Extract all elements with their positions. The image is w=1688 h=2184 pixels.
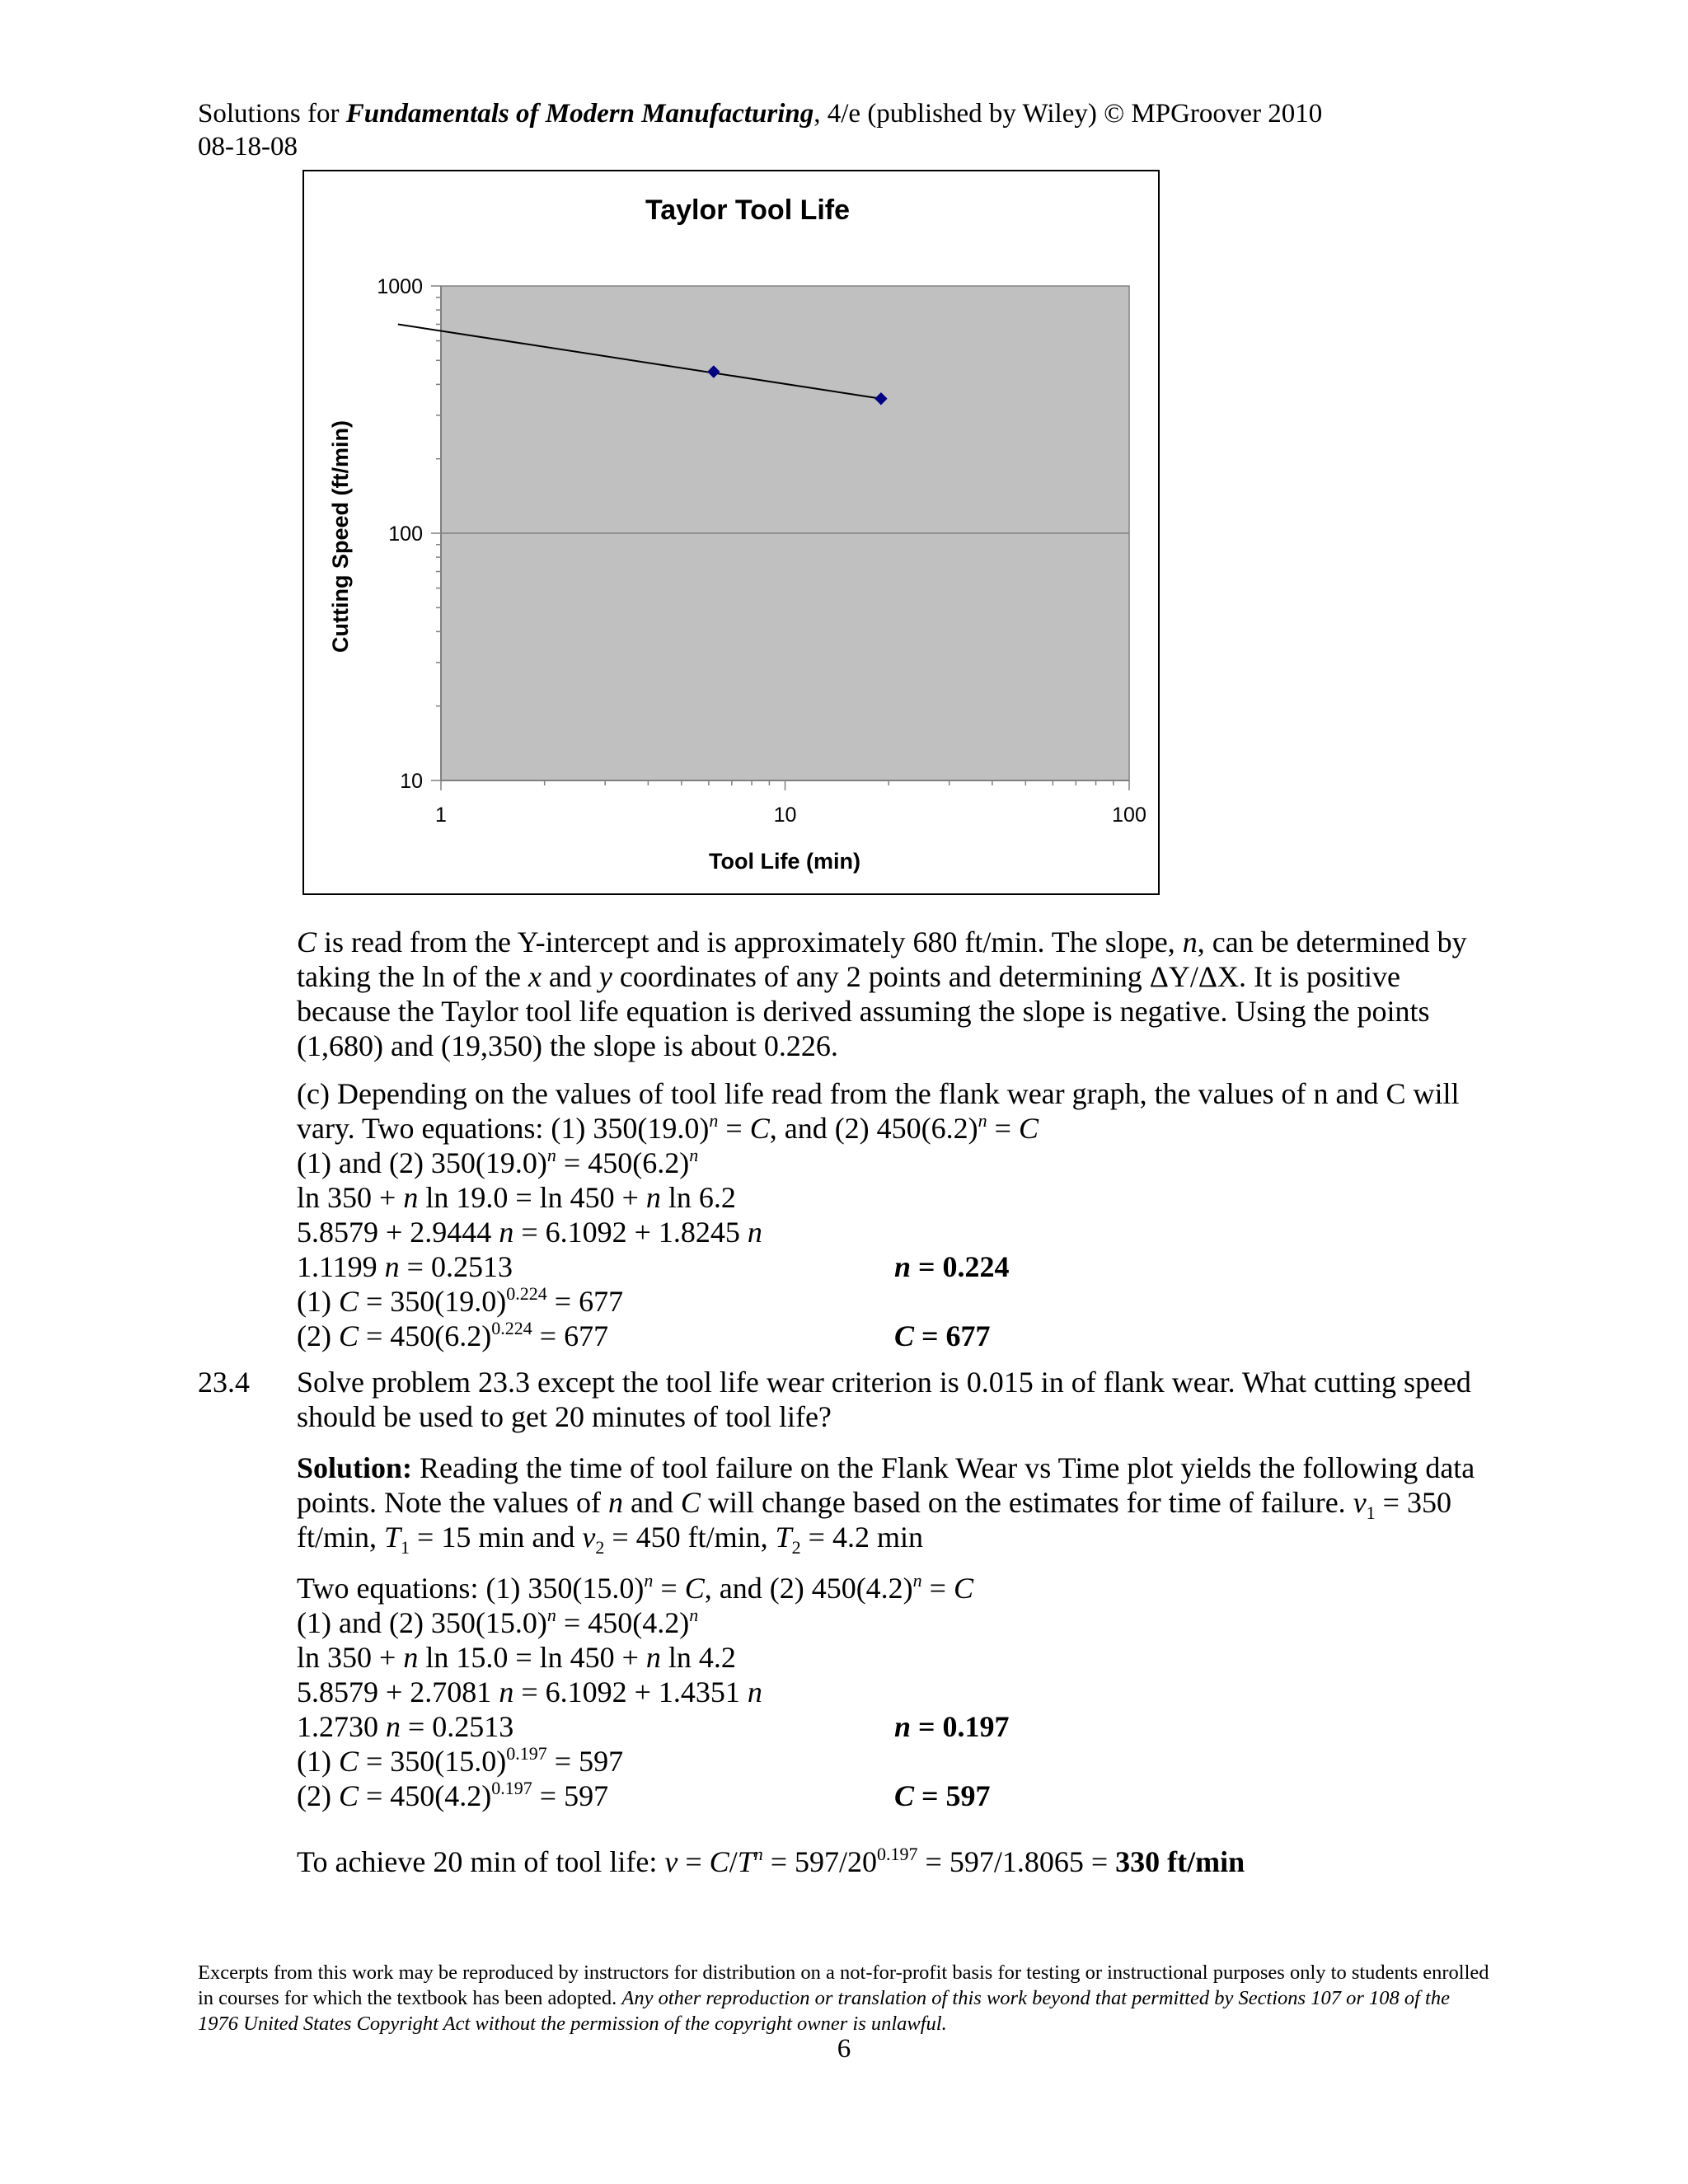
eq-text: Two equations: (1) 350(15.0) [297,1572,645,1605]
eq-text: (2) [297,1319,339,1352]
x-axis-label: Tool Life (min) [709,849,860,874]
eq-text: = 450(6.2) [359,1319,492,1352]
x-tick-label: 100 [1112,804,1146,827]
part-c-eq-3 [297,1215,762,1249]
intro-text-4: coordinates of any 2 points and determining ΔY/ΔX. It is positive because the Taylor tool life equation is derived assuming the slope is negative. Using the points (1,680) and (19,350) the slope is about 0.226. [297,960,1430,1062]
eq-text: = 597 [532,1779,609,1812]
final-text: = 597/1.8065 = [917,1845,1116,1878]
eq-text: = 677 [532,1319,609,1352]
var-n: n [384,1250,400,1283]
sup-exponent: 0.197 [877,1844,918,1864]
page-number: 6 [837,2034,851,2064]
eq-text: (2) [297,1779,339,1812]
solution-paragraph [297,1451,1492,1558]
var-n: n [645,1641,661,1674]
footer-italic-text: Any other reproduction or translation of this work beyond that permitted by Sections 107 or 108 of the 1976 United States Copyright Act without the permission of the copyright owner is unlawful. [198,1987,1450,2035]
eq-text: = [718,1112,750,1145]
var-n: n [499,1216,514,1249]
var-c: C [338,1745,359,1778]
p234-final [297,1844,1245,1879]
var-n: n [499,1675,514,1708]
part-c-intro [297,1076,1492,1146]
sol-text: = 4.2 min [800,1521,923,1554]
var-v: v [1353,1486,1367,1519]
p234-eq-0 [297,1571,973,1605]
final-text: / [729,1845,738,1878]
eq-text: = 677 [546,1285,624,1318]
eq-text: = 350(15.0) [359,1745,507,1778]
var-t: T [775,1521,792,1554]
p234-eq-6 [297,1779,608,1813]
eq-text: ln 350 + [297,1181,404,1214]
final-text: = 597/20 [762,1845,878,1878]
eq-text: (1) and (2) 350(19.0) [297,1146,547,1179]
eq-text: , and (2) 450(6.2) [769,1112,978,1145]
sol-text: will change based on the estimates for time of failure. [700,1486,1353,1519]
p234-eq-3 [297,1675,762,1709]
part-c-result-n [894,1249,1010,1284]
sol-text: = 15 min and [410,1521,583,1554]
var-c: C [953,1572,973,1605]
sol-text: and [622,1486,681,1519]
sub-index: 2 [791,1537,801,1558]
eq-text: (1) [297,1745,339,1778]
copyright-footer [198,1960,1492,2036]
sup-exponent: 0.224 [506,1283,547,1304]
part-c-eq-6 [297,1319,608,1353]
var-v: v [582,1521,596,1554]
eq-text: ln 350 + [297,1641,404,1674]
var-c: C [749,1112,770,1145]
eq-text: = 6.1092 + 1.4351 [513,1675,748,1708]
var-t: T [737,1845,754,1878]
x-tick-label: 1 [435,804,447,827]
p234-eq-2 [297,1640,736,1675]
result-value: = 0.197 [911,1710,1010,1743]
var-c: C [680,1486,701,1519]
intro-text-2: , can be determined by taking the ln of the [297,926,1467,993]
eq-text: 5.8579 + 2.9444 [297,1216,499,1249]
x-tick-label: 10 [773,804,797,827]
result-var: C [894,1779,915,1812]
var-n: n [645,1181,661,1214]
part-c-intro-text: (c) Depending on the values of tool life read from the flank wear graph, the values of n and C will vary. Two equations: (1) 350(19.0) [297,1077,1460,1145]
var-t: T [384,1521,401,1554]
eq-text: = [921,1572,954,1605]
p234-eq-1 [297,1605,698,1640]
intro-text-3: and [541,960,599,993]
eq-text: = 597 [546,1745,624,1778]
eq-text: = 0.2513 [401,1710,514,1743]
sol-text: Reading the time of tool failure on the Flank Wear vs Time plot yields the following data points. Note the values of [297,1451,1475,1519]
part-c-eq-4 [297,1249,513,1284]
intro-x: x [528,960,542,993]
eq-text: (1) [297,1285,339,1318]
final-text: = [678,1845,710,1878]
header-book-title: Fundamentals of Modern Manufacturing [345,99,814,129]
result-value: = 597 [914,1779,991,1812]
var-c: C [709,1845,729,1878]
var-c: C [338,1285,359,1318]
y-axis-label: Cutting Speed (ft/min) [328,420,353,653]
var-n: n [403,1641,419,1674]
sup-exponent: 0.197 [506,1743,547,1764]
eq-text: 1.1199 [297,1250,385,1283]
part-c-result-c [894,1319,991,1353]
var-n: n [403,1181,419,1214]
result-value: = 0.224 [911,1250,1010,1283]
y-tick-label: 1000 [377,275,423,298]
y-tick-label: 100 [388,523,423,546]
eq-text: = [653,1572,685,1605]
taylor-tool-life-chart [302,170,1160,895]
sol-text: = 350 ft/min, [297,1486,1451,1554]
sub-index: 1 [401,1537,410,1558]
var-n: n [386,1710,401,1743]
chart-title: Taylor Tool Life [645,194,851,226]
sub-index: 1 [1366,1502,1376,1523]
sup-exponent: 0.197 [491,1778,532,1798]
result-value: = 677 [914,1319,991,1352]
result-var: n [894,1250,912,1283]
sup-exponent: 0.224 [491,1318,532,1338]
eq-text: 1.2730 [297,1710,386,1743]
sub-index: 2 [595,1537,605,1558]
p234-result-c [894,1779,991,1813]
y-tick-label: 10 [400,770,423,793]
var-c: C [338,1319,359,1352]
part-c-eq-5 [297,1284,623,1319]
result-var: n [894,1710,912,1743]
sup-n: n [753,1844,763,1864]
eq-text: = 450(4.2) [359,1779,492,1812]
eq-text: ln 15.0 = ln 450 + [418,1641,646,1674]
intro-c: C [297,926,317,958]
intro-y: y [598,960,612,993]
p234-result-n [894,1709,1010,1744]
sup-n: n [978,1110,987,1131]
intro-n: n [1182,926,1198,958]
sup-n: n [689,1145,699,1165]
header-prefix: Solutions for [198,99,346,129]
sup-n: n [912,1570,922,1591]
eq-text: = 450(6.2) [556,1146,690,1179]
eq-text: (1) and (2) 350(15.0) [297,1606,547,1639]
final-text: To achieve 20 min of tool life: [297,1845,665,1878]
problem-statement: Solve problem 23.3 except the tool life wear criterion is 0.015 in of flank wear. What cutting speed should be used to get 20 minutes of tool life? [297,1366,1471,1433]
solution-label: Solution: [297,1451,413,1484]
running-header [198,97,1322,130]
eq-text: = 350(19.0) [359,1285,507,1318]
intro-paragraph [297,925,1492,1063]
p234-eq-5 [297,1744,623,1779]
intro-text-1: is read from the Y-intercept and is approximately 680 ft/min. The slope, [316,926,1183,958]
eq-text: , and (2) 450(4.2) [704,1572,913,1605]
eq-text: 5.8579 + 2.7081 [297,1675,499,1708]
var-c: C [1018,1112,1039,1145]
part-c-eq-1 [297,1146,698,1180]
sol-text: = 450 ft/min, [604,1521,776,1554]
sup-n: n [644,1570,654,1591]
final-result: 330 ft/min [1115,1845,1245,1878]
eq-text: ln 4.2 [660,1641,736,1674]
sup-n: n [709,1110,719,1131]
footer-normal-text: Excerpts from this work may be reproduced by instructors for distribution on a not-for-profit basis for testing or instructional purposes only to students enrolled in courses for which the textbook has been adopted. [198,1961,1489,2009]
sup-n: n [689,1605,699,1625]
eq-text: = 6.1092 + 1.8245 [513,1216,748,1249]
part-c-eq-2 [297,1180,736,1215]
var-n: n [747,1216,762,1249]
var-c: C [684,1572,705,1605]
var-n: n [607,1486,623,1519]
eq-text: ln 6.2 [660,1181,736,1214]
eq-text: = [987,1112,1019,1145]
var-v: v [664,1845,678,1878]
header-date: 08-18-08 [198,132,298,162]
eq-text: = 0.2513 [399,1250,513,1283]
problem-number: 23.4 [198,1366,250,1399]
sup-n: n [546,1605,556,1625]
var-n: n [747,1675,762,1708]
p234-eq-4 [297,1709,513,1744]
eq-text: ln 19.0 = ln 450 + [418,1181,646,1214]
result-var: C [894,1319,915,1352]
eq-text: = 450(4.2) [556,1606,690,1639]
var-c: C [338,1779,359,1812]
sup-n: n [546,1145,556,1165]
header-suffix: , 4/e (published by Wiley) © MPGroover 2010 [814,99,1323,129]
